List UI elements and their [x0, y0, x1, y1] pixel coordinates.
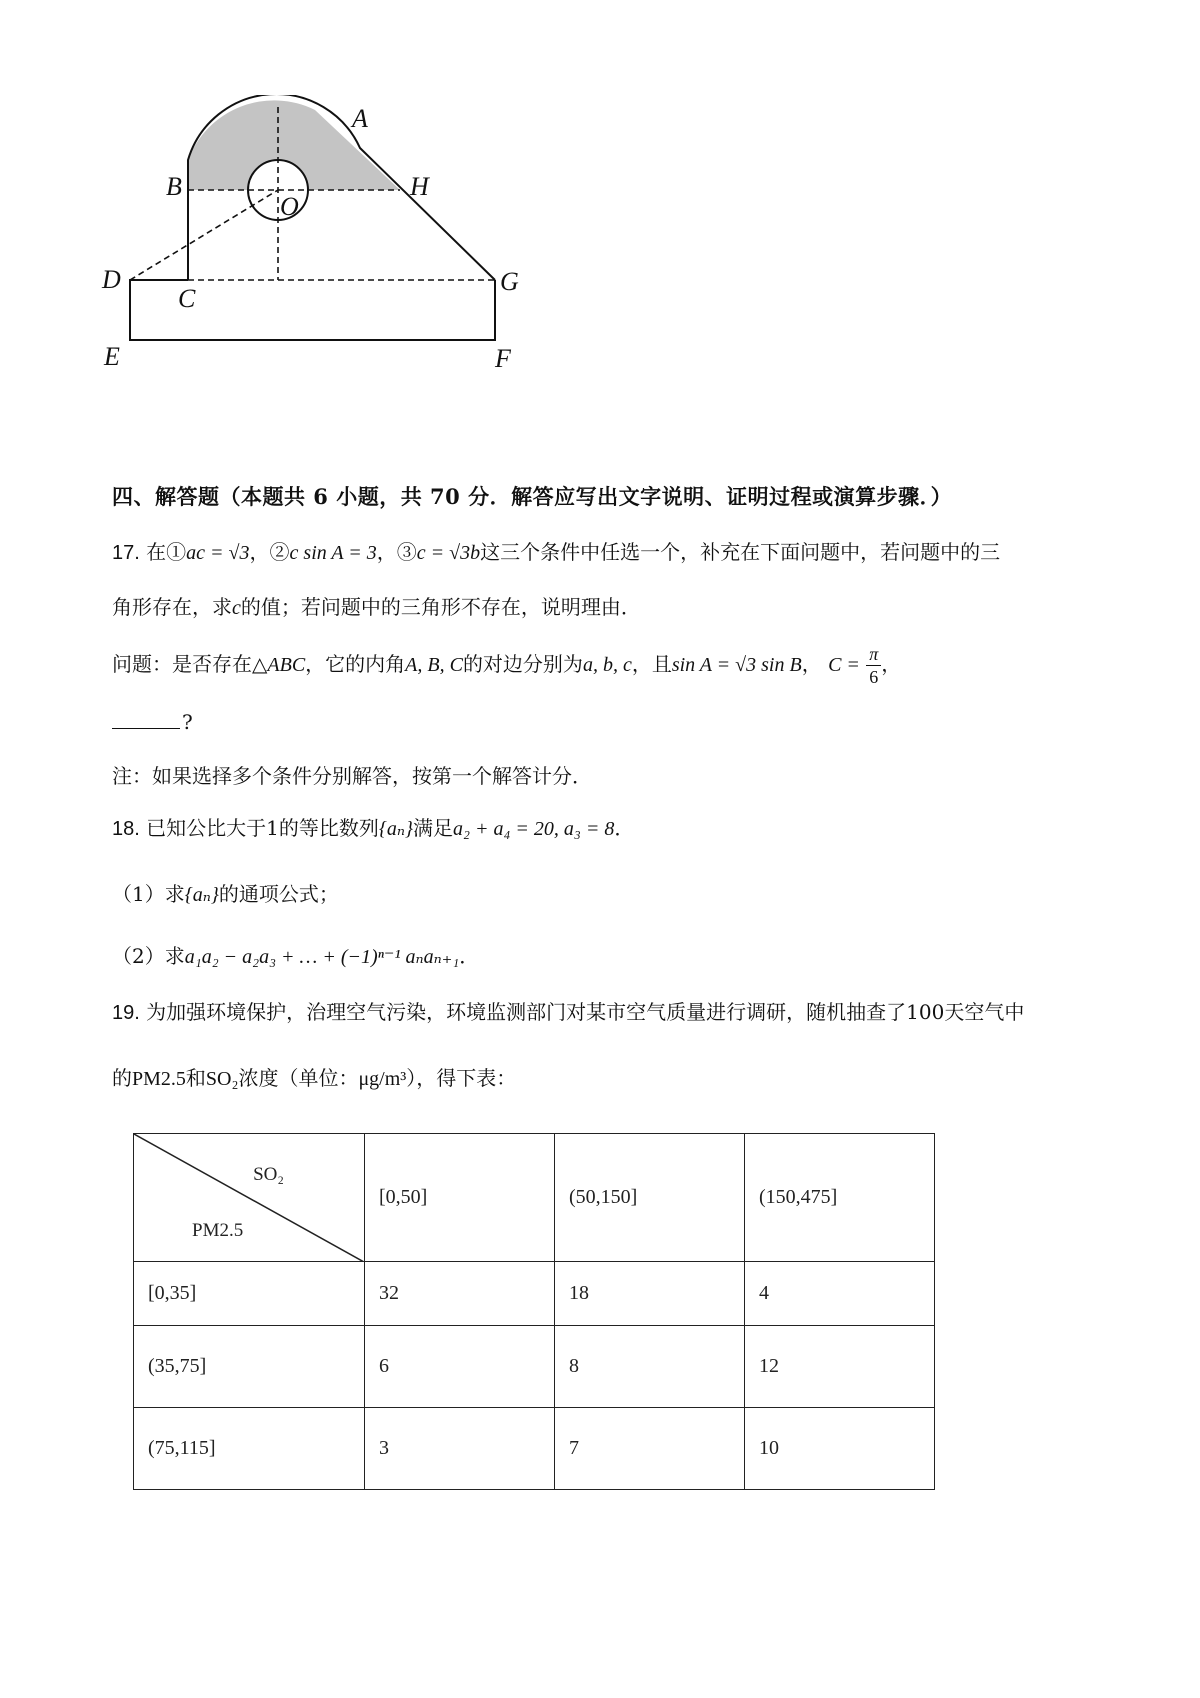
row-label: (35,75]	[134, 1326, 365, 1408]
data-table	[133, 1133, 935, 1490]
label-o: O	[280, 192, 299, 221]
q17-text: ，且	[631, 652, 672, 676]
q19-line2	[112, 1068, 516, 1089]
q17-cond1: ac = √3	[186, 542, 250, 564]
q17-angles: A, B, C	[405, 654, 463, 676]
q19-text: 为加强环境保护，治理空气污染，环境监测部门对某市空气质量进行调研，随机抽查了	[146, 1000, 907, 1024]
q19-line1	[112, 1002, 1024, 1023]
q17-note: 注：如果选择多个条件分别解答，按第一个解答计分．	[112, 764, 592, 788]
q17-text: 角形存在，求	[112, 595, 232, 619]
label-c: C	[178, 284, 196, 313]
q18-one: 1	[266, 816, 279, 840]
q18-part2	[112, 946, 479, 967]
table-cell: 10	[745, 1408, 935, 1490]
q19-text: 的	[112, 1066, 132, 1090]
corner-pm-label: PM2.5	[192, 1220, 244, 1241]
q17-blank-line	[112, 712, 193, 732]
q18-seq: {aₙ}	[378, 818, 414, 840]
answer-blank	[112, 728, 180, 729]
table-cell: 7	[555, 1408, 745, 1490]
label-g: G	[500, 267, 519, 296]
q17-question-mark: ?	[182, 710, 193, 734]
row-label: (75,115]	[134, 1408, 365, 1490]
q18-text: ．	[614, 816, 635, 840]
q19-pm: PM2.5	[132, 1068, 186, 1090]
col-header: (50,150]	[555, 1134, 745, 1262]
q17-line1	[112, 542, 1000, 563]
q18-text: 满足	[413, 816, 454, 840]
q17-fraction	[866, 643, 881, 688]
table-cell: 8	[555, 1326, 745, 1408]
q18-text: 的等比数列	[278, 816, 379, 840]
q18-text: （1）求	[112, 882, 185, 906]
q17-relation: sin A = √3 sin B	[671, 654, 802, 676]
q17-text: 的值；若问题中的三角形不存在，说明理由．	[240, 595, 641, 619]
q18-text: ．	[459, 944, 480, 968]
col-header: (150,475]	[745, 1134, 935, 1262]
q18-number: 18.	[112, 818, 140, 840]
q17-text: ，它的内角	[305, 652, 406, 676]
table-corner-cell	[134, 1134, 365, 1262]
q17-c-eq: C =	[828, 654, 860, 676]
q19-text: 和	[185, 1066, 206, 1090]
q17-var-c: c	[232, 597, 241, 619]
q19-so2: SO₂	[205, 1068, 239, 1090]
q17-text: 在①	[146, 540, 187, 564]
label-b: B	[166, 172, 182, 201]
label-d: D	[102, 265, 121, 294]
q17-sides: a, b, c	[582, 654, 632, 676]
table-cell: 4	[745, 1262, 935, 1326]
table-cell: 32	[365, 1262, 555, 1326]
table-cell: 18	[555, 1262, 745, 1326]
table-cell: 3	[365, 1408, 555, 1490]
q17-sep: ，②	[249, 540, 290, 564]
q17-number: 17.	[112, 542, 140, 564]
corner-so2-label: SO₂	[253, 1164, 284, 1185]
q17-text: ，	[801, 652, 822, 676]
table-cell: 6	[365, 1326, 555, 1408]
label-a: A	[352, 104, 368, 133]
section-heading: 四、解答题（本题共 6 小题，共 70 分．解答应写出文字说明、证明过程或演算步骤．）	[112, 484, 953, 509]
geometry-figure	[100, 95, 580, 415]
row-label: [0,35]	[134, 1262, 365, 1326]
table-row	[134, 1262, 935, 1326]
q18-seq: {aₙ}	[184, 884, 219, 906]
q17-sep: ，③	[376, 540, 417, 564]
table-header-row	[134, 1134, 935, 1262]
q17-line3	[112, 640, 901, 689]
q17-text: 问题：是否存在	[112, 652, 252, 676]
corner-diagonal	[134, 1134, 364, 1262]
q18-line1	[112, 818, 634, 839]
q18-text: （2）求	[112, 944, 185, 968]
q19-text: 天空气中	[944, 1000, 1025, 1024]
q19-text: ），得下表：	[406, 1066, 517, 1090]
q18-expr: a₁a₂ − a₂a₃ + … + (−1)ⁿ⁻¹ aₙaₙ₊₁	[184, 946, 460, 968]
q18-text: 的通项公式；	[218, 882, 339, 906]
q19-text: 浓度（单位：	[238, 1066, 359, 1090]
q17-triangle: △ABC	[252, 654, 306, 676]
label-e: E	[104, 342, 120, 371]
q17-cond2: c sin A = 3	[289, 542, 377, 564]
q18-text: 已知公比大于	[146, 816, 267, 840]
q17-text: 这三个条件中任选一个，补充在下面问题中，若问题中的三	[480, 540, 1001, 564]
table-cell: 12	[745, 1326, 935, 1408]
q19-days: 100	[906, 1000, 945, 1024]
q17-text: ，	[881, 652, 902, 676]
q17-cond3: c = √3b	[416, 542, 481, 564]
q18-part1	[112, 884, 339, 905]
q19-number: 19.	[112, 1002, 140, 1024]
label-h: H	[410, 172, 429, 201]
dashed-do	[130, 190, 278, 280]
col-header: [0,50]	[365, 1134, 555, 1262]
q17-text: 的对边分别为	[462, 652, 583, 676]
frac-denominator: 6	[869, 667, 879, 687]
q17-line2	[112, 597, 641, 618]
q18-cond: a₂ + a₄ = 20, a₃ = 8	[453, 818, 615, 840]
label-f: F	[495, 344, 511, 373]
frac-numerator: π	[866, 643, 881, 666]
table-row	[134, 1326, 935, 1408]
q19-unit: μg/m³	[358, 1068, 407, 1090]
table-row	[134, 1408, 935, 1490]
